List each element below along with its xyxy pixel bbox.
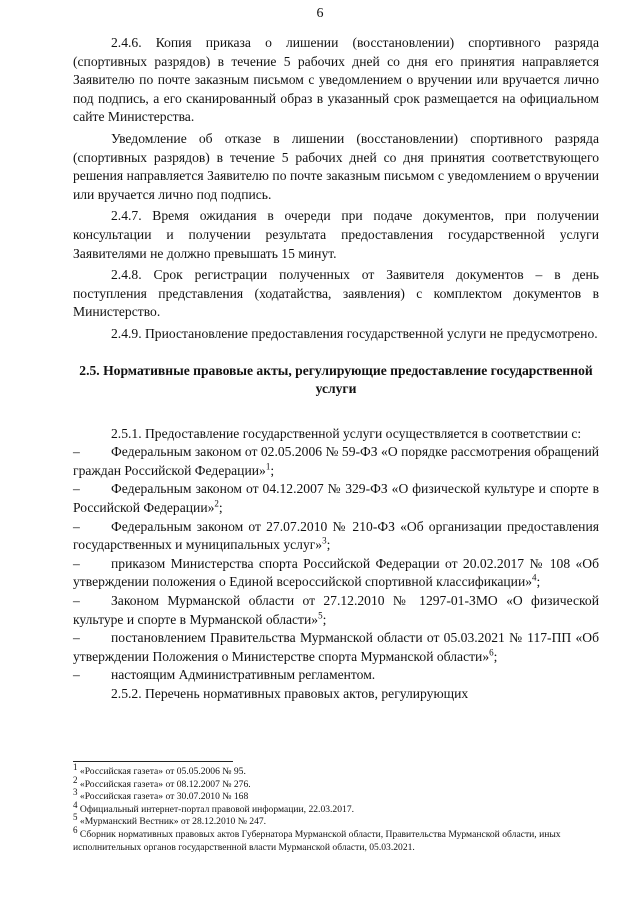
paragraph-2-5-1: 2.5.1. Предоставление государственной услуги осуществляется в соответствии с: — [111, 425, 582, 441]
footnotes — [73, 761, 603, 854]
list-item — [73, 518, 599, 555]
list-item — [73, 443, 599, 480]
list-item — [73, 480, 599, 517]
footnote — [73, 774, 603, 792]
list-item-text: настоящим Административным регламентом. — [111, 667, 376, 683]
list-item-text: Федеральным законом от 27.07.2010 № 210-ФЗ «Об организации предоставления государственных и муниципальных услуг» — [73, 518, 599, 553]
footnote-text: «Российская газета» от 08.12.2007 № 276. — [79, 778, 251, 790]
list-dash: – — [73, 481, 80, 497]
footnote-text: «Российская газета» от 05.05.2006 № 95. — [79, 766, 246, 777]
list-item-text: Законом Мурманской области от 27.12.2010 № 1297-01-ЗМО «О физической культуре и спорте в Мурманской области» — [73, 593, 599, 627]
paragraph-2-4-7: 2.4.7. Время ожидания в очереди при подаче документов, при получении консультации и получении результата предоставления государственной услуги Заявителями не должно превышать 15 минут. — [73, 208, 599, 261]
footnote — [73, 787, 603, 804]
footnote-text: Официальный интернет-портал правовой информации, 22.03.2017. — [79, 803, 355, 815]
footnote-number: 1 — [73, 761, 78, 772]
list-dash: – — [73, 593, 80, 609]
list-item-tail: ; — [493, 648, 498, 664]
list-dash: – — [73, 630, 80, 646]
paragraph-refusal-notice: Уведомление об отказе в лишении (восстановлении) спортивного разряда (спортивных разрядов) в течение 5 рабочих дней со дня принятия соответствующего решения направляется Заявителю по почте заказным письмом с уведомлением о вручении или вручается лично под подпись. — [73, 130, 599, 202]
paragraph-2-4-9: 2.4.9. Приостановление предоставления государственной услуги не предусмотрено. — [111, 325, 598, 341]
footnote-ref: 1 — [265, 461, 271, 472]
footnote-number: 2 — [73, 774, 78, 785]
document-body — [73, 34, 599, 704]
list-dash: – — [73, 518, 80, 534]
footnote-number: 6 — [73, 824, 78, 835]
list-item-tail: ; — [218, 500, 223, 516]
paragraph-2-4-8: 2.4.8. Срок регистрации полученных от Заявителя документов – в день поступления представления (ходатайства, заявления) с комплектом документов в Министерство. — [73, 267, 599, 320]
list-item-text: постановлением Правительства Мурманской области от 05.03.2021 № 117-ПП «Об утверждении Положения о Министерстве спорта Мурманской области» — [73, 630, 599, 664]
footnote — [73, 761, 603, 779]
footnote-divider — [73, 761, 233, 762]
list-item — [73, 629, 599, 666]
footnote-ref: 3 — [322, 535, 327, 546]
footnote-text: Сборник нормативных правовых актов Губернатора Мурманской области, Правительства Мурманской области, иных исполнительных органов государственной власти Мурманской области, 05.03.2021. — [73, 828, 561, 853]
list-item-tail: ; — [326, 537, 331, 553]
list-item-text: Федеральным законом от 02.05.2006 № 59-ФЗ «О порядке рассмотрения обращений граждан Российской Федерации» — [73, 444, 599, 478]
list-dash: – — [73, 667, 80, 683]
footnote-text: «Мурманский Вестник» от 28.12.2010 № 247. — [79, 816, 267, 828]
footnote-number: 3 — [73, 787, 78, 797]
list-item-tail: ; — [536, 574, 541, 590]
list-item — [73, 666, 599, 685]
list-item-text: приказом Министерства спорта Российской Федерации от 20.02.2017 № 108 «Об утверждении положения о Единой всероссийской спортивной классификации» — [73, 555, 599, 590]
list-item — [73, 592, 599, 629]
footnote — [73, 799, 603, 817]
paragraph-2-4-6: 2.4.6. Копия приказа о лишении (восстановлении) спортивного разряда (спортивных разрядов) в течение 5 рабочих дней со дня его принятия направляется Заявителю по почте заказным письмом с уведомлением о вручении или вручается лично под подпись, а его сканированный образ в указанный срок размещается на официальном сайте Министерства. — [73, 35, 599, 125]
list-item — [73, 555, 599, 592]
paragraph-2-5-2: 2.5.2. Перечень нормативных правовых актов, регулирующих — [111, 686, 469, 701]
footnote — [73, 812, 603, 829]
footnote-ref: 5 — [318, 610, 323, 621]
list-item-text: Федеральным законом от 04.12.2007 № 329-ФЗ «О физической культуре и спорте в Российской Федерации» — [73, 481, 599, 516]
footnote-number: 4 — [73, 799, 78, 810]
footnote-number: 5 — [73, 812, 78, 823]
section-heading-2-5: 2.5. Нормативные правовые акты, регулирующие предоставление государственной услуги — [79, 362, 593, 397]
footnote-ref: 2 — [214, 498, 219, 509]
list-item-tail: ; — [270, 462, 275, 478]
footnote-ref: 6 — [489, 647, 494, 658]
legal-acts-list — [73, 443, 599, 685]
footnote-ref: 4 — [532, 572, 537, 583]
list-dash: – — [73, 444, 80, 460]
list-item-tail: ; — [322, 611, 327, 627]
footnote — [73, 824, 603, 854]
footnote-text: «Российская газета» от 30.07.2010 № 168 — [79, 791, 249, 803]
list-dash: – — [73, 555, 80, 571]
page-number: 6 — [316, 6, 324, 21]
